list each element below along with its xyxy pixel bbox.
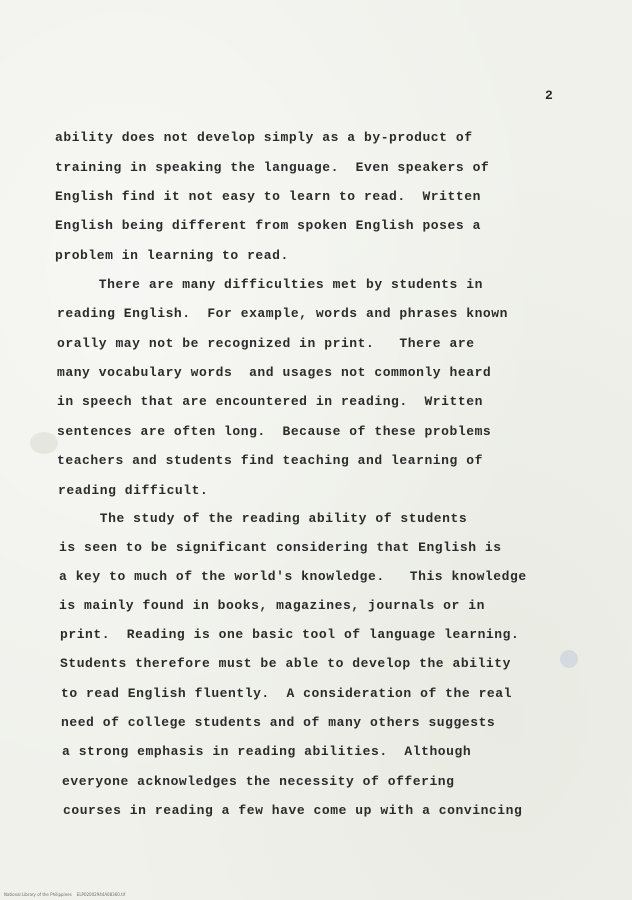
scan-footer: National Library of the Philippines ELP02002944A08360.tif	[4, 892, 126, 897]
text-line: Students therefore must be able to develop the ability	[60, 656, 511, 671]
text-line: reading difficult.	[58, 483, 209, 498]
text-line: reading English. For example, words and phrases known	[57, 306, 508, 321]
paper-smudge	[30, 432, 58, 454]
text-line: a strong emphasis in reading abilities. Although	[62, 744, 472, 759]
text-line: need of college students and of many others suggests	[61, 715, 496, 730]
paper-smudge	[560, 650, 578, 668]
text-line: sentences are often long. Because of these problems	[57, 424, 492, 439]
text-line: is mainly found in books, magazines, journals or in	[59, 598, 485, 613]
text-line: to read English fluently. A consideration of the real	[61, 686, 512, 701]
text-line: orally may not be recognized in print. There are	[57, 336, 475, 351]
text-line: training in speaking the language. Even speakers of	[55, 160, 490, 175]
text-line: courses in reading a few have come up with a convincing	[63, 803, 523, 818]
text-line: many vocabulary words and usages not commonly heard	[57, 365, 492, 380]
page-number: 2	[545, 88, 554, 103]
text-line: There are many difficulties met by students in	[57, 277, 483, 292]
text-line: in speech that are encountered in reading. Written	[57, 394, 483, 409]
text-line: The study of the reading ability of students	[58, 511, 468, 526]
text-line: is seen to be significant considering that English is	[59, 540, 502, 555]
text-line: problem in learning to read.	[55, 248, 289, 263]
text-line: ability does not develop simply as a by-product of	[55, 130, 473, 145]
text-line: English find it not easy to learn to read. Written	[55, 189, 481, 204]
text-line: English being different from spoken English poses a	[55, 218, 481, 233]
text-line: a key to much of the world's knowledge. This knowledge	[59, 569, 527, 584]
text-line: everyone acknowledges the necessity of offering	[62, 774, 455, 789]
text-line: teachers and students find teaching and learning of	[57, 453, 483, 468]
text-line: print. Reading is one basic tool of language learning.	[60, 627, 520, 642]
